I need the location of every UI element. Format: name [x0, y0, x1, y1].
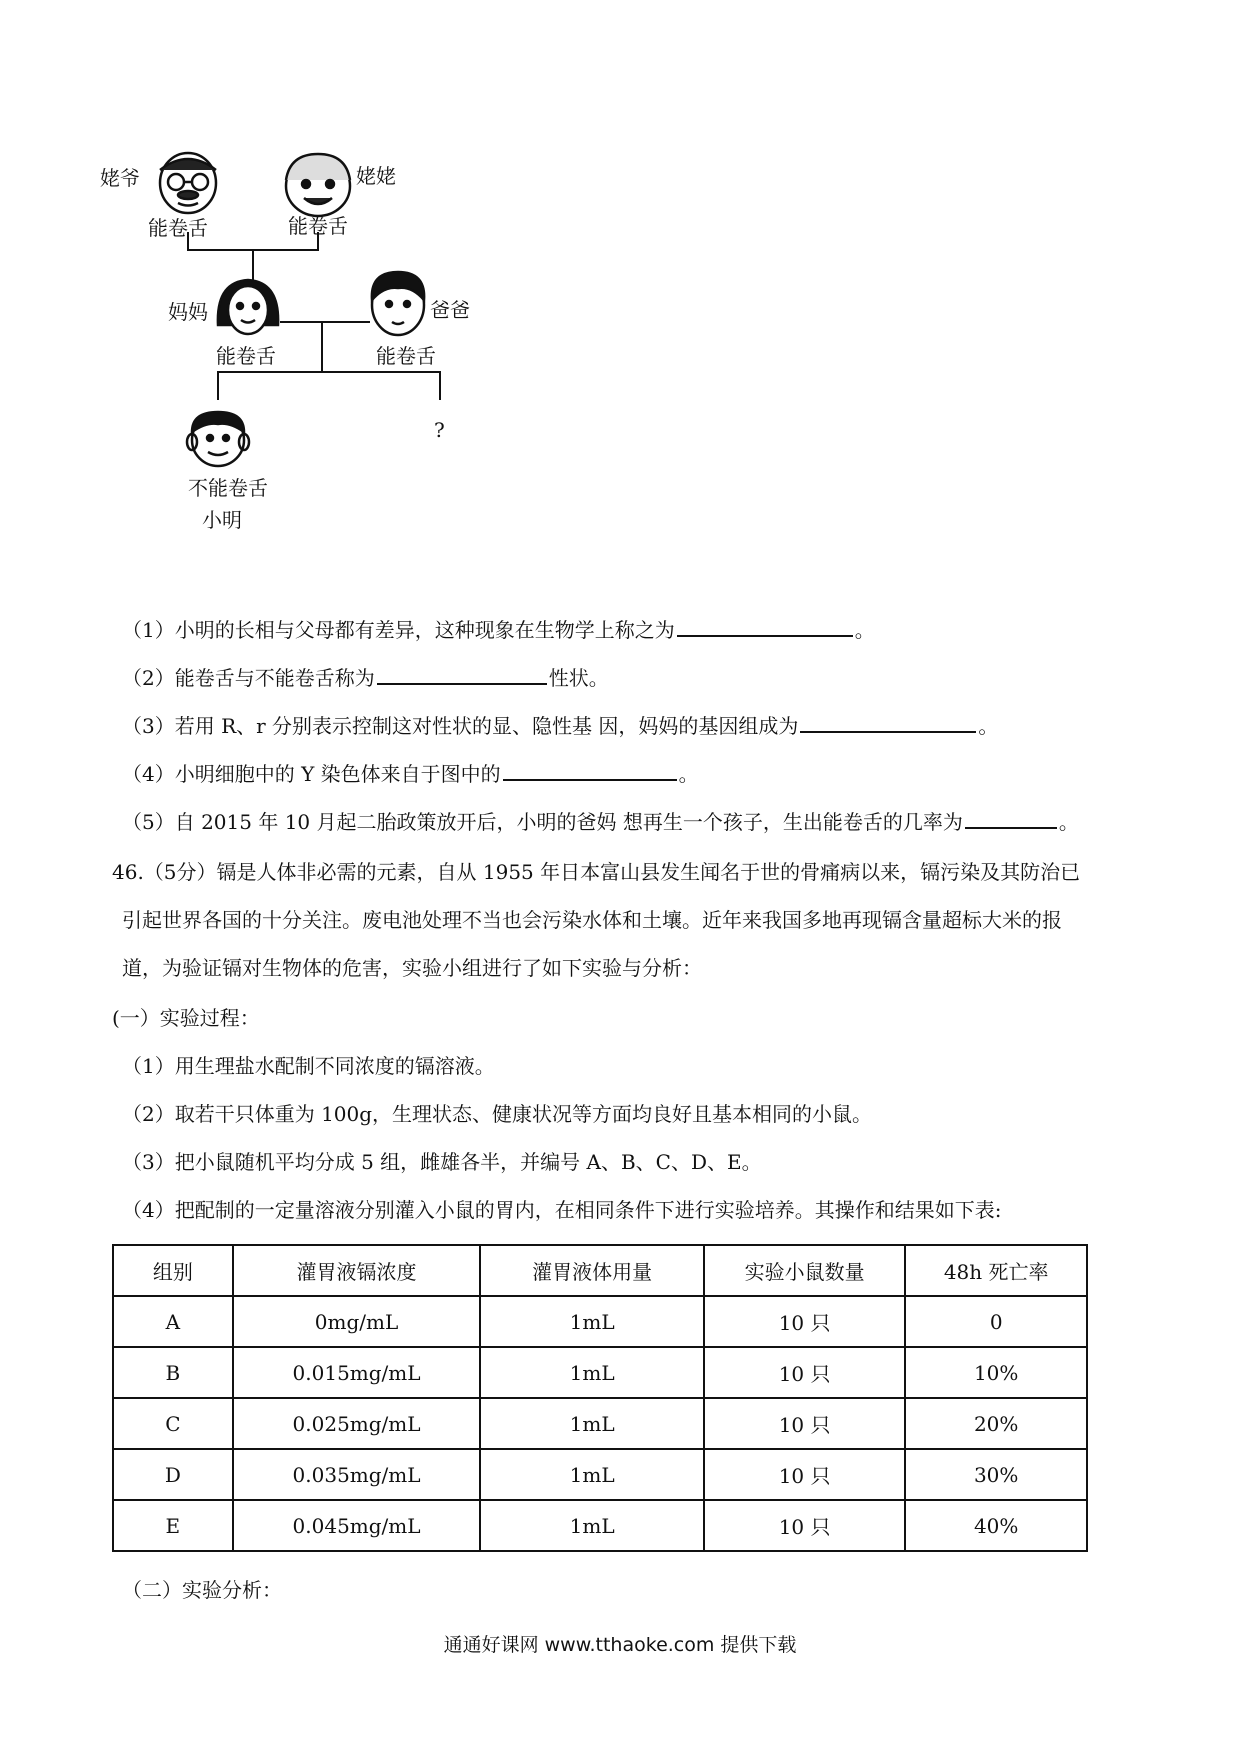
table-cell: 40% — [905, 1500, 1087, 1551]
child-icon — [187, 412, 249, 466]
mother-trait: 能卷舌 — [216, 344, 276, 368]
grandma-label: 姥姥 — [356, 164, 396, 188]
question-3: （3）若用 R、r 分别表示控制这对性状的显、隐性基 因，妈妈的基因组成为 。 — [122, 714, 999, 738]
table-cell: 10 只 — [704, 1449, 906, 1500]
father-trait: 能卷舌 — [376, 344, 436, 368]
question-2: （2）能卷舌与不能卷舌称为 性状。 — [122, 666, 609, 690]
answer-blank[interactable] — [677, 617, 853, 637]
grandpa-trait: 能卷舌 — [148, 216, 208, 240]
table-row — [113, 1296, 1087, 1347]
table-cell: 10 只 — [704, 1398, 906, 1449]
table-header: 48h 死亡率 — [905, 1245, 1087, 1296]
table-cell: 0.045mg/mL — [233, 1500, 481, 1551]
question-4: （4）小明细胞中的 Y 染色体来自于图中的 。 — [122, 762, 699, 786]
answer-blank[interactable] — [503, 761, 677, 781]
table-row — [113, 1500, 1087, 1551]
table-cell: 1mL — [480, 1296, 703, 1347]
table-cell: 0.035mg/mL — [233, 1449, 481, 1500]
mother-icon — [218, 280, 278, 334]
table-cell: 0mg/mL — [233, 1296, 481, 1347]
table-cell: 1mL — [480, 1500, 703, 1551]
table-cell: B — [113, 1347, 233, 1398]
child-trait: 不能卷舌 — [188, 476, 268, 500]
question-46-intro: 46.（5分）镉是人体非必需的元素，自从 1955 年日本富山县发生闻名于世的骨痛病以来，镉污染及其防治已引起世界各国的十分关注。废电池处理不当也会污染水体和土壤。近年来我国多地再现镉含量超标大米的报道，为验证镉对生物体的危害，实验小组进行了如下实验与分析： — [112, 860, 1081, 980]
step-1: （1）用生理盐水配制不同浓度的镉溶液。 — [122, 1054, 495, 1078]
child-label: 小明 — [202, 508, 242, 532]
unknown-child: ? — [434, 418, 445, 442]
table-cell: 10% — [905, 1347, 1087, 1398]
table-cell: 10 只 — [704, 1500, 906, 1551]
table-header-row — [113, 1245, 1087, 1296]
grandma-icon — [286, 154, 350, 216]
table-cell: E — [113, 1500, 233, 1551]
table-cell: 1mL — [480, 1449, 703, 1500]
grandpa-label: 姥爷 — [100, 166, 140, 190]
table-cell: 30% — [905, 1449, 1087, 1500]
step-4: （4）把配制的一定量溶液分别灌入小鼠的胃内，在相同条件下进行实验培养。其操作和结果如下表: — [122, 1198, 1002, 1222]
table-cell: 0.025mg/mL — [233, 1398, 481, 1449]
answer-blank[interactable] — [800, 713, 976, 733]
table-cell: C — [113, 1398, 233, 1449]
experiment-table — [112, 1244, 1088, 1552]
table-cell: 0 — [905, 1296, 1087, 1347]
table-cell: 20% — [905, 1398, 1087, 1449]
table-row — [113, 1449, 1087, 1500]
step-3: （3）把小鼠随机平均分成 5 组，雌雄各半，并编号 A、B、C、D、E。 — [122, 1150, 762, 1174]
step-2: （2）取若干只体重为 100g，生理状态、健康状况等方面均良好且基本相同的小鼠。 — [122, 1102, 873, 1126]
table-cell: D — [113, 1449, 233, 1500]
grandma-trait: 能卷舌 — [288, 214, 348, 238]
mother-label: 妈妈 — [168, 300, 208, 324]
table-cell: 10 只 — [704, 1347, 906, 1398]
table-header: 组别 — [113, 1245, 233, 1296]
question-1: （1）小明的长相与父母都有差异，这种现象在生物学上称之为 。 — [122, 618, 875, 642]
section-1-heading: (一）实验过程： — [112, 1006, 260, 1030]
grandpa-icon — [160, 153, 216, 213]
table-cell: A — [113, 1296, 233, 1347]
table-header: 灌胃液体用量 — [480, 1245, 703, 1296]
question-5: （5）自 2015 年 10 月起二胎政策放开后，小明的爸妈 想再生一个孩子，生出能卷舌的几率为 。 — [122, 810, 1079, 834]
answer-blank[interactable] — [965, 809, 1057, 829]
section-2-heading: （二）实验分析： — [122, 1578, 282, 1602]
table-cell: 1mL — [480, 1347, 703, 1398]
table-cell: 10 只 — [704, 1296, 906, 1347]
father-icon — [372, 272, 424, 335]
page-footer: 通通好课网 www.tthaoke.com 提供下载 — [443, 1634, 797, 1656]
table-header: 实验小鼠数量 — [704, 1245, 906, 1296]
pedigree-figure — [100, 150, 540, 590]
table-row — [113, 1398, 1087, 1449]
answer-blank[interactable] — [377, 665, 547, 685]
table-header: 灌胃液镉浓度 — [233, 1245, 481, 1296]
table-cell: 1mL — [480, 1398, 703, 1449]
table-cell: 0.015mg/mL — [233, 1347, 481, 1398]
table-row — [113, 1347, 1087, 1398]
father-label: 爸爸 — [430, 298, 470, 322]
